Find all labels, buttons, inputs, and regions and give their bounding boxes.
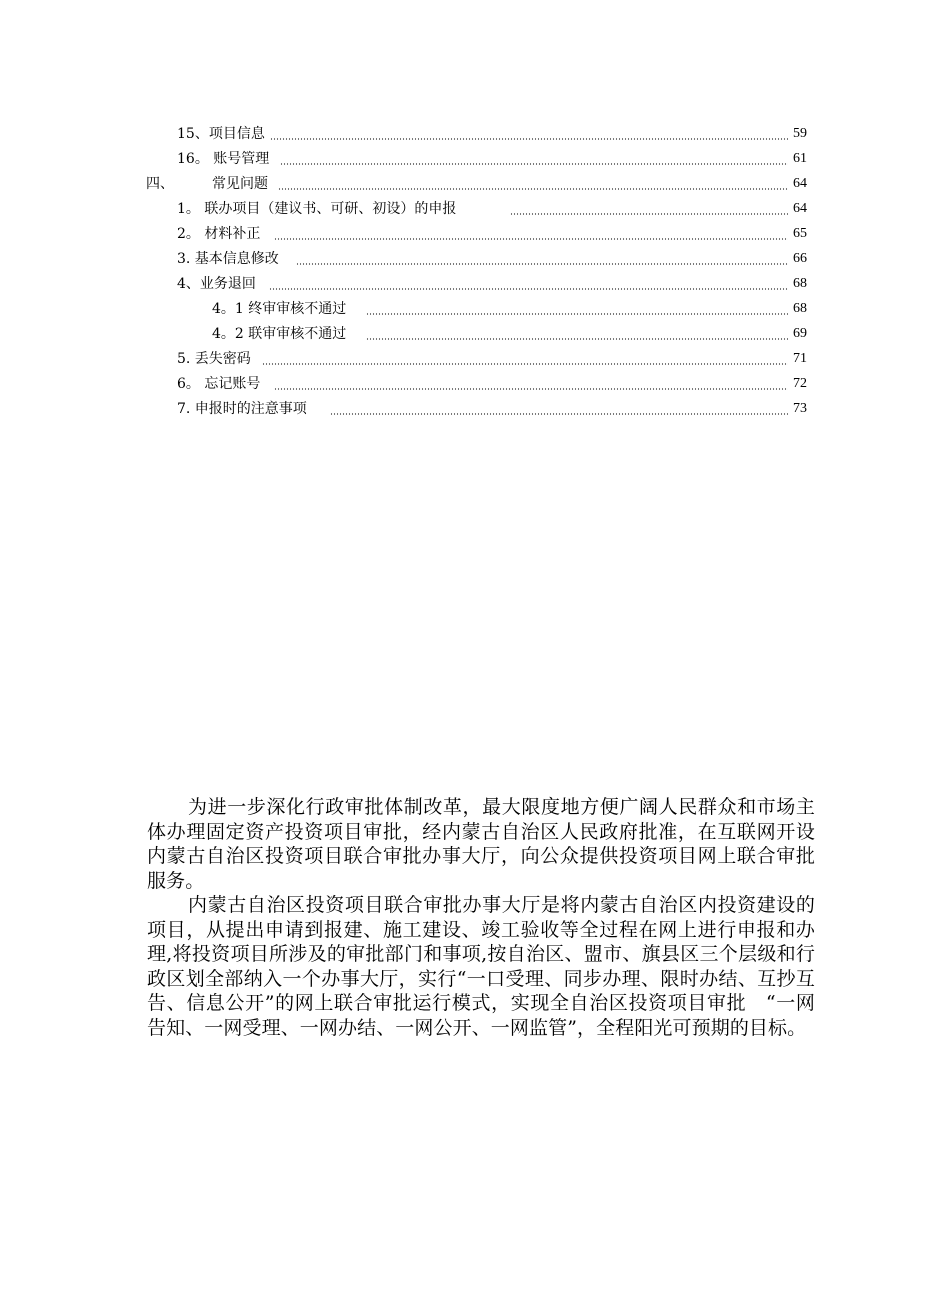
toc-leader-dots bbox=[270, 138, 788, 140]
toc-page-number: 66 bbox=[793, 251, 807, 266]
toc-leader-dots bbox=[366, 313, 788, 315]
toc-leader-dots bbox=[262, 363, 788, 365]
toc-entry[interactable] bbox=[0, 147, 950, 172]
toc-entry[interactable] bbox=[0, 247, 950, 272]
toc-entry-title: 1。 联办项目（建议书、可研、初设）的申报 bbox=[177, 201, 457, 217]
body-paragraph: 内蒙古自治区投资项目联合审批办事大厅是将内蒙古自治区内投资建设的项目，从提出申请到报建、施工建设、竣工验收等全过程在网上进行申报和办理,将投资项目所涉及的审批部门和事项,按自治区、盟市、旗县区三个层级和行政区划全部纳入一个办事大厅，实行“一口受理、同步办理、限时办结、互抄互告、信息公开”的网上联合审批运行模式，实现全自治区投资项目审批 “一网告知、一网受理、一网办结、一网公开、一网监管”，全程阳光可预期的目标。 bbox=[147, 894, 815, 1039]
toc-entry-title: 5. 丢失密码 bbox=[177, 351, 251, 367]
toc-entry-title: 3. 基本信息修改 bbox=[177, 251, 279, 267]
toc-leader-dots bbox=[366, 338, 788, 340]
toc-entry[interactable] bbox=[0, 397, 950, 422]
toc-leader-dots bbox=[510, 213, 788, 215]
toc-page-number: 64 bbox=[793, 201, 807, 216]
toc-page-number: 71 bbox=[793, 351, 807, 366]
toc-page-number: 68 bbox=[793, 276, 807, 291]
body-text bbox=[147, 795, 815, 1040]
toc-subentry[interactable] bbox=[0, 297, 950, 322]
toc-page-number: 64 bbox=[793, 176, 807, 191]
toc-entry-title: 7. 申报时的注意事项 bbox=[177, 401, 307, 417]
body-paragraph: 为进一步深化行政审批体制改革，最大限度地方便广阔人民群众和市场主体办理固定资产投资项目审批，经内蒙古自治区人民政府批准，在互联网开设内蒙古自治区投资项目联合审批办事大厅，向公众提供投资项目网上联合审批服务。 bbox=[147, 796, 815, 892]
toc-leader-dots bbox=[296, 263, 788, 265]
toc-section-entry[interactable] bbox=[0, 172, 950, 197]
toc-leader-dots bbox=[330, 413, 788, 415]
toc-page-number: 72 bbox=[793, 376, 807, 391]
toc-entry[interactable] bbox=[0, 347, 950, 372]
toc-entry-title: 16。 账号管理 bbox=[177, 151, 270, 167]
toc-page-number: 65 bbox=[793, 226, 807, 241]
toc-entry[interactable] bbox=[0, 272, 950, 297]
toc-entry[interactable] bbox=[0, 222, 950, 247]
toc-page-number: 68 bbox=[793, 301, 807, 316]
toc-leader-dots bbox=[278, 188, 788, 190]
toc-section-number: 四、 bbox=[146, 176, 174, 192]
toc-entry[interactable] bbox=[0, 372, 950, 397]
toc-leader-dots bbox=[274, 388, 788, 390]
toc-entry-title: 常见问题 bbox=[212, 176, 268, 192]
toc-entry-title: 15、项目信息 bbox=[177, 126, 265, 142]
toc-subentry[interactable] bbox=[0, 322, 950, 347]
toc-leader-dots bbox=[280, 163, 788, 165]
toc-entry-title: 4。2 联审审核不通过 bbox=[212, 326, 347, 342]
toc-leader-dots bbox=[274, 238, 788, 240]
toc-entry[interactable] bbox=[0, 122, 950, 147]
toc-entry-title: 2。 材料补正 bbox=[177, 226, 261, 242]
toc-entry-title: 6。 忘记账号 bbox=[177, 376, 261, 392]
toc-page-number: 59 bbox=[793, 126, 807, 141]
toc-entry-title: 4、业务退回 bbox=[177, 276, 256, 292]
toc-entry[interactable] bbox=[0, 197, 950, 222]
toc-page-number: 69 bbox=[793, 326, 807, 341]
toc-page-number: 61 bbox=[793, 151, 807, 166]
toc-page-number: 73 bbox=[793, 401, 807, 416]
toc-leader-dots bbox=[269, 288, 788, 290]
toc-entry-title: 4。1 终审审核不通过 bbox=[212, 301, 347, 317]
